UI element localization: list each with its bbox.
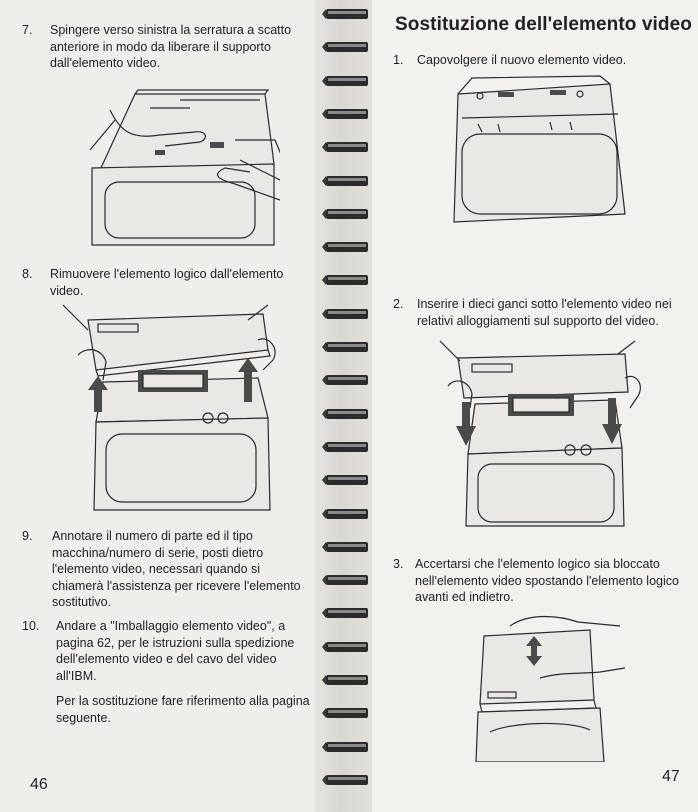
step-text: Spingere verso sinistra la serratura a scatto anteriore in modo da liberare il supporto dall'elemento video.: [50, 23, 292, 70]
step-number: 10.: [22, 619, 40, 633]
binding-coil: [322, 237, 372, 257]
step-text: Andare a "Imballaggio elemento video", a pagina 62, per le istruzioni sulla spedizione dell'elemento video e del cavo del video all'IBM.: [56, 619, 295, 683]
binding-coil: [322, 4, 372, 24]
monitor-inverted: [454, 84, 625, 222]
monitor-body: [466, 448, 624, 526]
step-text: Capovolgere il nuovo elemento video.: [417, 53, 627, 67]
video-element: [458, 354, 628, 398]
page-title: Sostituzione dell'elemento video: [395, 14, 692, 35]
illustration-flip-video-element: [440, 74, 640, 244]
step-number: 8.: [22, 267, 33, 281]
page-number-right: 47: [662, 768, 680, 785]
binding-coil: [322, 737, 372, 757]
step-number: 2.: [393, 297, 404, 311]
binding-coil: [322, 603, 372, 623]
binding-coil: [322, 37, 372, 57]
logic-element-top: [100, 94, 274, 170]
monitor-body: [476, 708, 604, 762]
step-text: Annotare il numero di parte ed il tipo macchina/numero di serie, posti dietro l'elemento video, necessari quando si chiamerà l'assistenza per ricevere l'elemento sostitutivo.: [52, 529, 301, 609]
illustration-insert-hooks: [430, 336, 650, 536]
binding-coil: [322, 337, 372, 357]
binding-coil: [322, 137, 372, 157]
binding-coil: [322, 537, 372, 557]
binding-coil: [322, 770, 372, 790]
page-number-left: 46: [30, 776, 48, 793]
binding-coil: [322, 470, 372, 490]
binding-coil: [322, 304, 372, 324]
top-hand: [510, 617, 620, 627]
binding-coil: [322, 171, 372, 191]
binding-coil: [322, 670, 372, 690]
binding-coil: [322, 270, 372, 290]
illustration-remove-logic-element: [58, 300, 288, 515]
binding-coil: [322, 637, 372, 657]
step-number: 1.: [393, 53, 404, 67]
binding-coil: [322, 104, 372, 124]
step-text: Accertarsi che l'elemento logico sia bloccato nell'elemento video spostando l'elemento logico avanti ed indietro.: [415, 557, 679, 604]
illustration-check-lock: [470, 612, 630, 762]
note-text: Per la sostituzione fare riferimento alla pagina seguente.: [56, 694, 310, 725]
binding-coil: [322, 504, 372, 524]
binding-coil: [322, 570, 372, 590]
binding-coil: [322, 703, 372, 723]
step-text: Rimuovere l'elemento logico dall'elemento video.: [50, 267, 284, 298]
binding-coil: [322, 71, 372, 91]
binding-coil: [322, 437, 372, 457]
monitor-body: [94, 418, 270, 510]
logic-element-lifted: [88, 314, 268, 370]
binding-coil: [322, 404, 372, 424]
illustration-release-latch: [60, 80, 280, 250]
binding-coil: [322, 370, 372, 390]
step-number: 7.: [22, 23, 33, 37]
binding-coil: [322, 204, 372, 224]
step-text: Inserire i dieci ganci sotto l'elemento video nei relativi alloggiamenti sul supporto del video.: [417, 297, 672, 328]
monitor-body: [92, 164, 274, 245]
step-number: 3.: [393, 557, 404, 571]
step-number: 9.: [22, 529, 33, 543]
